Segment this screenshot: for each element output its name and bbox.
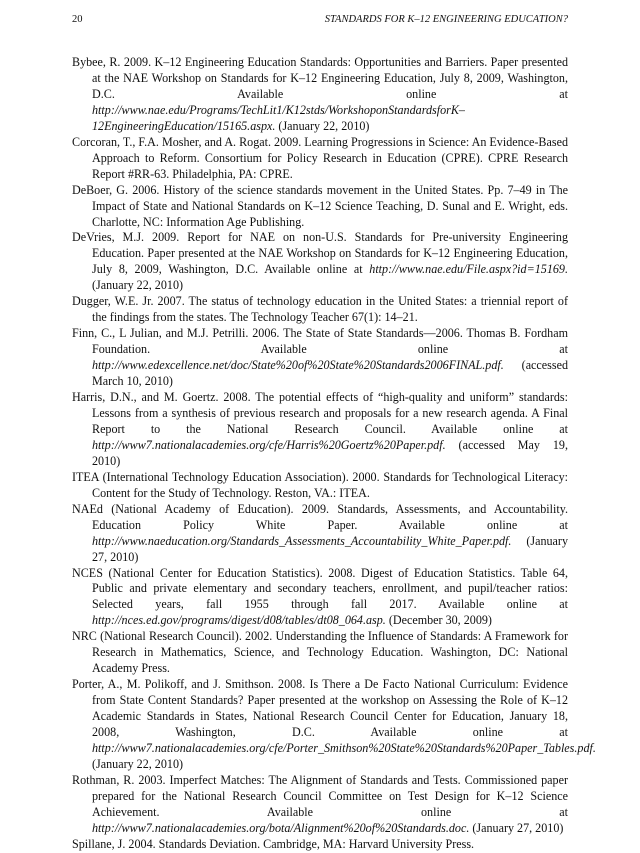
reference-entry: DeVries, M.J. 2009. Report for NAE on non-U.S. Standards for Pre-university Engineering Education. Paper presented at the NAE Workshop on Standards for K–12 Engineering Education, July 8, 2009, Washington, D.C. Available online at http://www.nae.edu/File.aspx?id=15169. (January 22, 2010) — [72, 230, 568, 293]
reference-entry: Porter, A., M. Polikoff, and J. Smithson. 2008. Is There a De Facto National Curriculum: Evidence from State Content Standards? Paper presented at the workshop on Assessing the Role of K–12 Academic Standards in States, National Research Council Center for Education, January 18, 2008, Washington, D.C. Available online at http://www7.nationalacademies.org/cfe/Porter_Smithson%20State%20Standards%20Paper_Tables.pdf. (January 22, 2010) — [72, 677, 596, 771]
reference-entry: Harris, D.N., and M. Goertz. 2008. The potential effects of “high-quality and uniform” standards: Lessons from a synthesis of previous research and proposals for a new research agenda. A Final Report to the National Research Council. Available online at http://www7.nationalacademies.org/cfe/Harris%20Goertz%20Paper.pdf. (accessed May 19, 2010) — [72, 390, 568, 468]
reference-url[interactable]: http://www7.nationalacademies.org/cfe/Harris%20Goertz%20Paper.pdf. — [92, 437, 446, 452]
reference-url[interactable]: http://www7.nationalacademies.org/bota/Alignment%20of%20Standards.doc. — [92, 820, 470, 835]
reference-entry: DeBoer, G. 2006. History of the science standards movement in the United States. Pp. 7–49 in The Impact of State and National Standards on K–12 Science Teaching, D. Sunal and E. Wright, eds. Charlotte, NC: Information Age Publishing. — [72, 182, 568, 229]
reference-entry: NCES (National Center for Education Statistics). 2008. Digest of Education Statistics. Table 64, Public and private elementary and secondary teachers, enrollment, and pupil/teacher ratios: Selected years, fall 1955 through fall 2017. Available online at http://nces.ed.gov/programs/digest/d08/tables/dt08_064.asp. (December 30, 2009) — [72, 565, 568, 628]
reference-entry: ITEA (International Technology Education Association). 2000. Standards for Technological Literacy: Content for the Study of Technology. Reston, VA.: ITEA. — [72, 469, 568, 500]
reference-entry: Corcoran, T., F.A. Mosher, and A. Rogat. 2009. Learning Progressions in Science: An Evidence-Based Approach to Reform. Consortium for Policy Research in Education (CPRE). CPRE Research Report #RR-63. Philadelphia, PA: CPRE. — [72, 134, 568, 181]
reference-entry: Dugger, W.E. Jr. 2007. The status of technology education in the United States: a triennial report of the findings from the states. The Technology Teacher 67(1): 14–21. — [72, 294, 568, 325]
page-number: 20 — [72, 14, 83, 25]
reference-entry: Spillane, J. 2004. Standards Deviation. Cambridge, MA: Harvard University Press. — [72, 836, 475, 851]
reference-url[interactable]: http://www.naeducation.org/Standards_Assessments_Accountability_White_Paper.pdf. — [92, 533, 512, 548]
reference-entry: Rothman, R. 2003. Imperfect Matches: The Alignment of Standards and Tests. Commissioned paper prepared for the National Research Council Committee on Test Design for K–12 Science Achievement. Available online at http://www7.nationalacademies.org/bota/Alignment%20of%20Standards.doc. (January 27, 2010) — [72, 772, 568, 835]
page-header — [72, 14, 568, 30]
reference-entry: NRC (National Research Council). 2002. Understanding the Influence of Standards: A Framework for Research in Mathematics, Science, and Technology Education. Washington, DC: National Academy Press. — [72, 629, 568, 676]
reference-entry: NAEd (National Academy of Education). 2009. Standards, Assessments, and Accountability. Education Policy White Paper. Available online at http://www.naeducation.org/Standards_Assessments_Accountability_White_Paper.pdf. (January 27, 2010) — [72, 501, 568, 564]
reference-url[interactable]: http://www.nae.edu/Programs/TechLit1/K12stds/WorkshoponStandardsforK–12EngineeringEducation/15165.aspx. — [92, 102, 465, 133]
reference-list — [72, 55, 596, 853]
reference-entry: Finn, C., L Julian, and M.J. Petrilli. 2006. The State of State Standards—2006. Thomas B. Fordham Foundation. Available online at http://www.edexcellence.net/doc/State%20of%20State%20Standards2006FINAL.pdf. (accessed March 10, 2010) — [72, 326, 568, 389]
reference-url[interactable]: http://nces.ed.gov/programs/digest/d08/tables/dt08_064.asp. — [92, 613, 386, 628]
reference-url[interactable]: http://www.edexcellence.net/doc/State%20of%20State%20Standards2006FINAL.pdf. — [92, 358, 504, 373]
reference-url[interactable]: http://www7.nationalacademies.org/cfe/Porter_Smithson%20State%20Standards%20Paper_Tables.pdf. — [92, 740, 596, 755]
reference-entry: Bybee, R. 2009. K–12 Engineering Education Standards: Opportunities and Barriers. Paper presented at the NAE Workshop on Standards for K–12 Engineering Education, July 8, 2009, Washington, D.C. Available online at http://www.nae.edu/Programs/TechLit1/K12stds/WorkshoponStandardsforK–12EngineeringEducation/15165.aspx. (January 22, 2010) — [72, 55, 568, 133]
reference-url[interactable]: http://www.nae.edu/File.aspx?id=15169. — [369, 262, 568, 277]
running-title: STANDARDS FOR K–12 ENGINEERING EDUCATION? — [324, 14, 568, 25]
